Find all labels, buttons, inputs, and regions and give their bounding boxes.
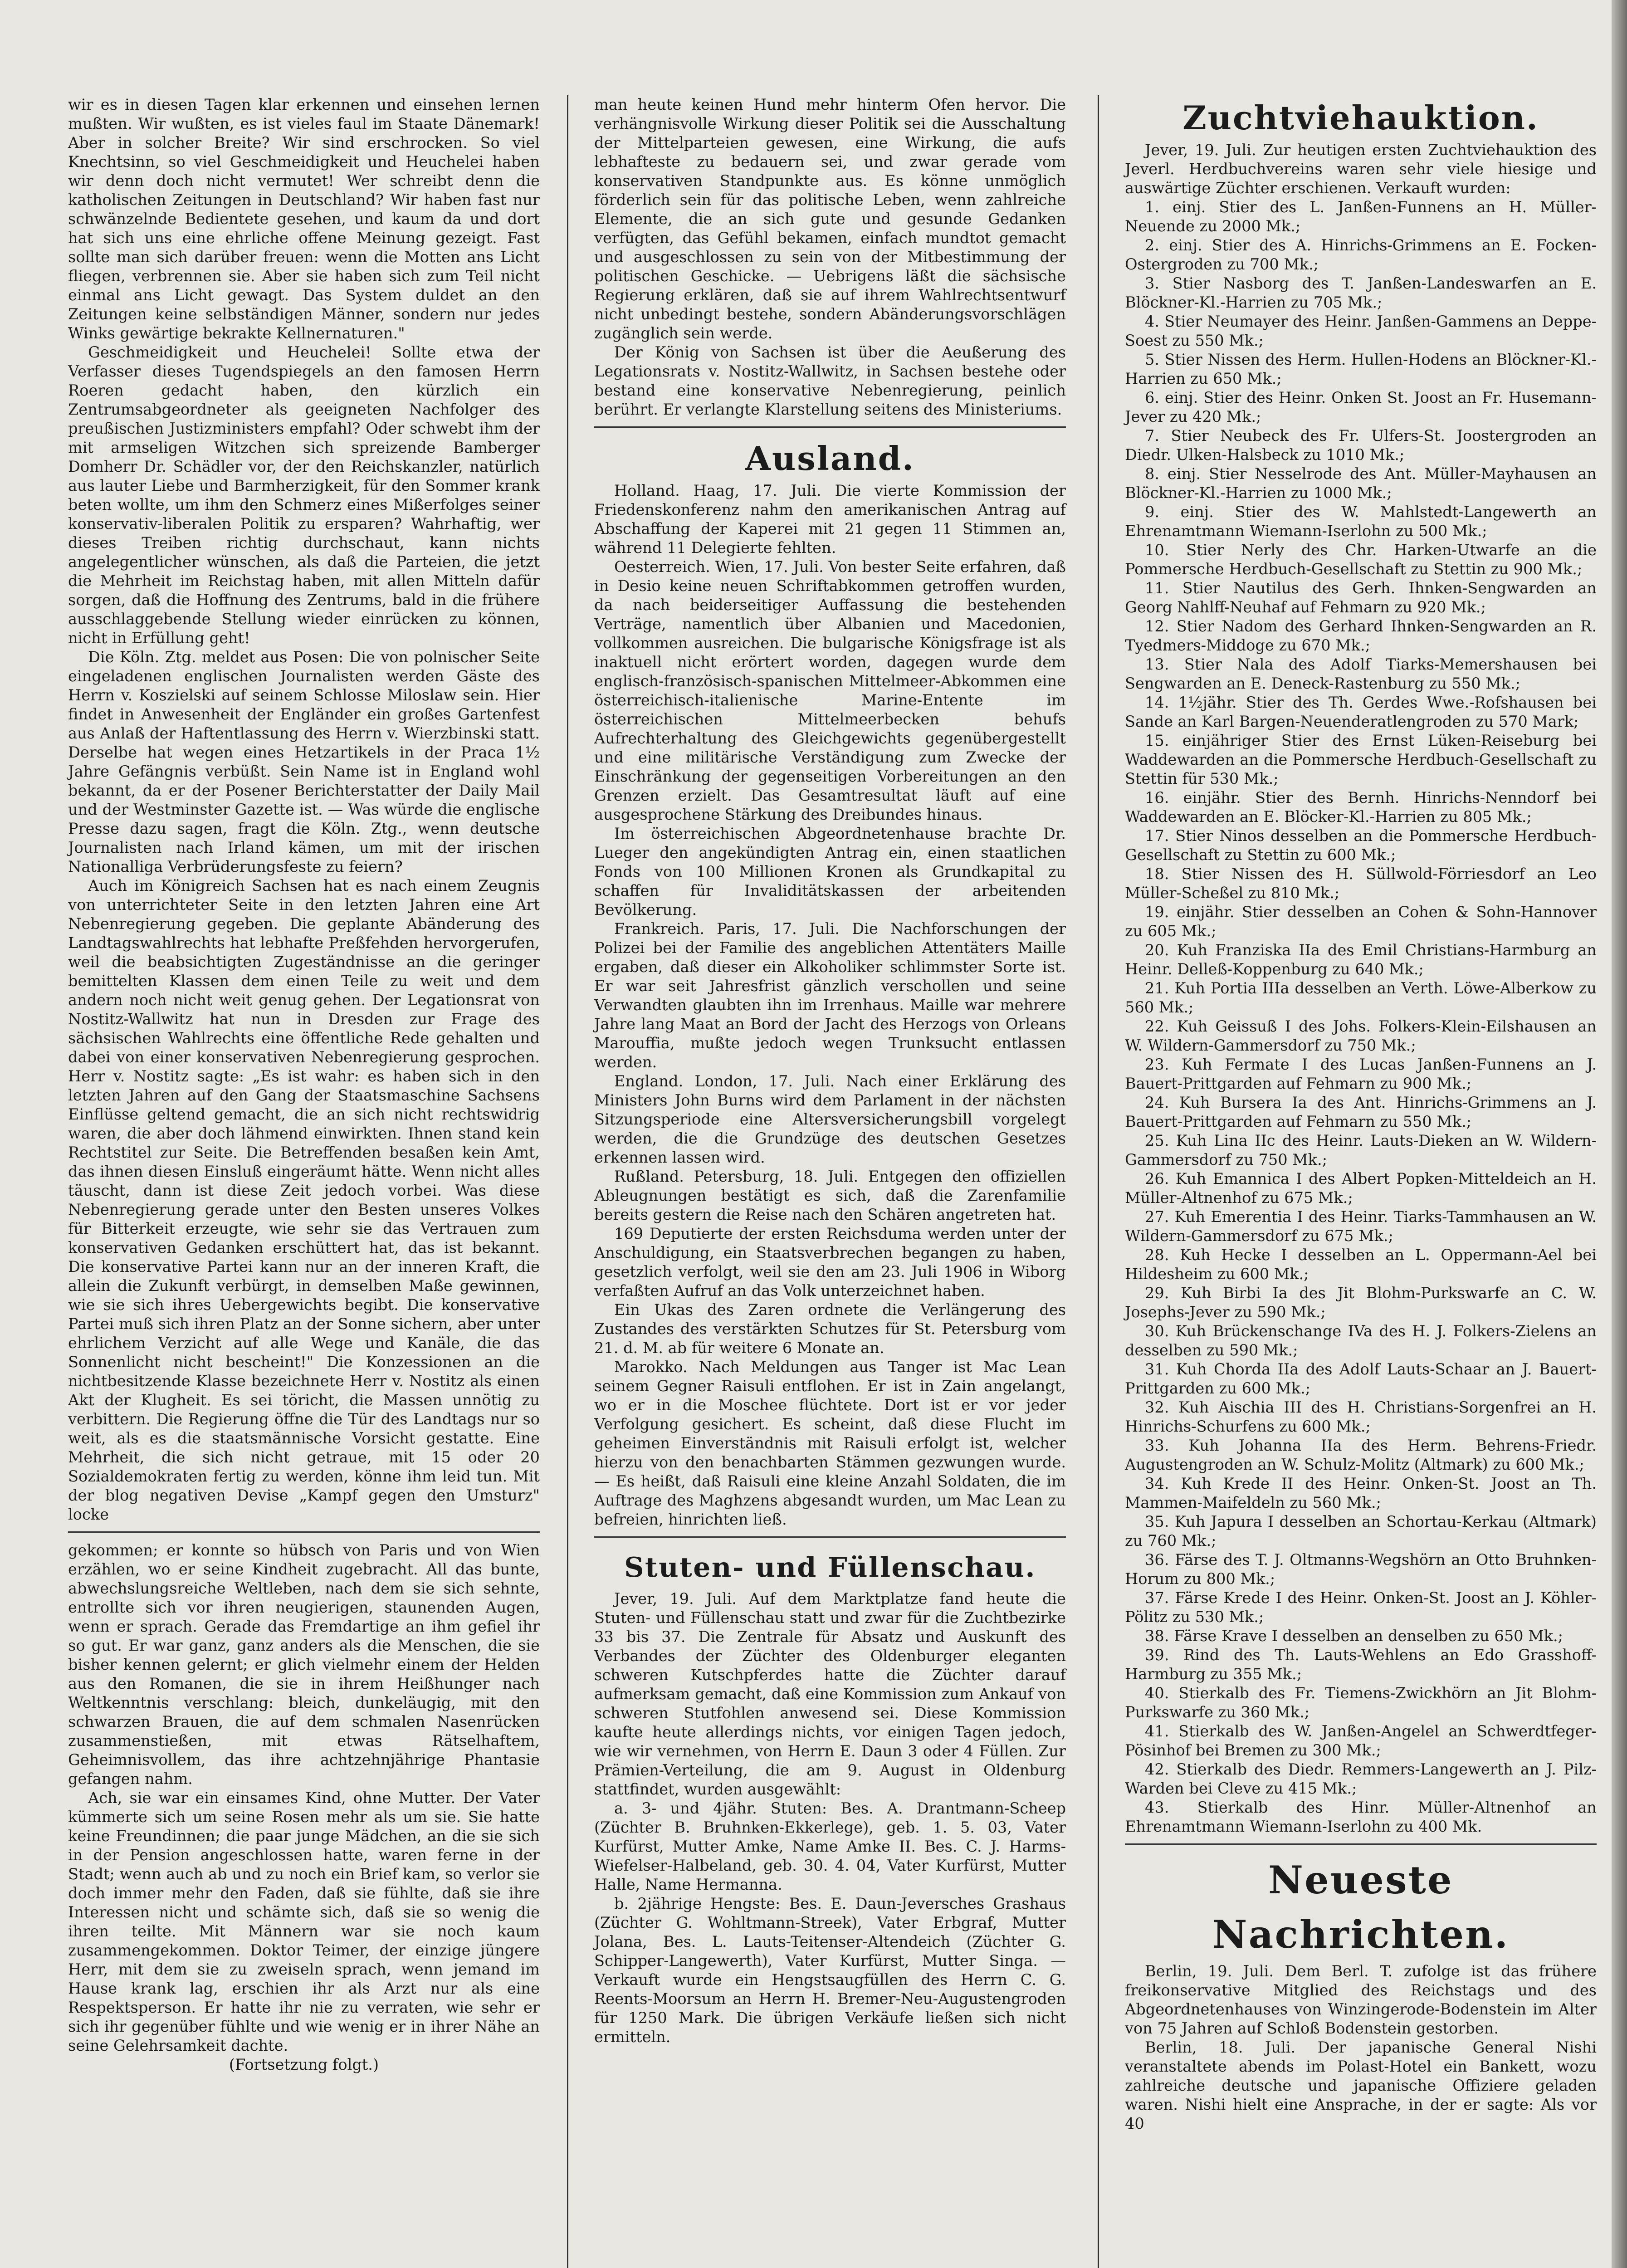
auction-item: 37. Färse Krede I des Heinr. Onken-St. Joost an J. Köhler-Pölitz zu 530 Mk.; [1125,1589,1597,1626]
news-item: Ein Ukas des Zaren ordnete die Verlängerung des Zustandes des verstärkten Schutzes für St. Petersburg vom 21. d. M. ab für weitere 6 Monate an. [594,1301,1066,1357]
feuilleton-paragraph: Ach, sie war ein einsames Kind, ohne Mutter. Der Vater kümmerte sich um seine Rosen mehr als um sie. Sie hatte keine Freundinnen; die paar junge Mädchen, an die sie sich in der Pension angeschlossen hatte, waren ferne in der Stadt; wenn auch ab und zu noch ein Brief kam, so verlor sie doch immer mehr den Faden, daß sie fühlte, daß sie ihre Interessen nicht und schämte sich, daß sie so wenig die ihren teilte. Mit Männern war sie noch kaum zusammengekommen. Doktor Teimer, der einzige jüngere Herr, mit dem sie zu zweiseln sprach, wenn jemand im Hause krank lag, erschien ihr als Arzt nur als eine Respektsperson. Er hatte ihr nie zu verraten, wie sehr er sich ihr gegenüber fühlte und wie wenig er in ihrer Nähe an seine Gelehrsamkeit dachte. [68,1789,540,2054]
auction-item: 13. Stier Nala des Adolf Tiarks-Memershausen bei Sengwarden an E. Deneck-Rastenburg zu 550 Mk.; [1125,655,1597,692]
continuation-note: (Fortsetzung folgt.) [229,2056,379,2073]
section-heading-neueste: Neueste Nachrichten. [1212,1857,1510,1957]
auction-item: 23. Kuh Fermate I des Lucas Janßen-Funnens an J. Bauert-Prittgarden auf Fehmarn zu 900 Mk.; [1125,1056,1597,1092]
auction-item: 5. Stier Nissen des Herm. Hullen-Hodens an Blöckner-Kl.-Harrien zu 650 Mk.; [1125,351,1597,387]
paragraph: Auch im Königreich Sachsen hat es nach einem Zeugnis von unterrichteter Seite in den letzten Jahren eine Art Nebenregierung gegeben. Die geplante Abänderung des Landtagswahlrechts hat lebhafte Preßfehden hervorgerufen, weil die beabsichtigten Zugeständnisse an die geringer bemittelten Klassen dem einen Teile zu weit und dem andern noch nicht weit genug gehen. Der Legationsrat von Nostitz-Wallwitz hat nun in Dresden zur Frage des sächsischen Wahlrechts eine öffentliche Rede gehalten und dabei von einer konservativen Nebenregierung gesprochen. Herr v. Nostitz sagte: „Es ist wahr: es haben sich in den letzten Jahren auf den Gang der Staatsmaschine Sachsens Einflüsse geltend gemacht, die an sich nicht rechtswidrig waren, die aber doch lähmend einwirkten. Ihnen stand kein Rechtstitel zur Seite. Die Betreffenden besaßen kein Amt, das ihnen diesen Einsluß eingeräumt hätte. Wenn nicht alles täuscht, dann ist diese Zeit jedoch vorbei. Was diese Nebenregierung gerade unter den Besten unseres Volkes für Bitterkeit erzeugte, wie sehr sie das Vertrauen zum konservativen Gedanken erschüttert hat, das ist bekannt. Die konservative Partei kann nur an der inneren Kraft, die allein die Zukunft verbürgt, in demselben Maße gewinnen, wie sie sich ihres Uebergewichts begibt. Die konservative Partei muß sich ihren Platz an der Sonne sichern, aber unter ehrlichem Verzicht auf alle Wege und Kanäle, die das Sonnenlicht nicht bescheint!" Die Konzessionen an die nichtbesitzende Klasse bezeichnete Herr v. Nostitz als einen Akt der Klugheit. Es sei töricht, die Massen unnötig zu verbittern. Die Regierung öffne die Tür des Landtags nur so weit, als es die staatsmännische Vorsicht gestatte. Eine Mehrheit, die sich nicht getraue, mit 15 oder 20 Sozialdemokraten fertig zu werden, könne ihm leid tun. Mit der blog negativen Devise „Kampf gegen den Umsturz" locke [68,877,540,1523]
auction-item: 16. einjähr. Stier des Bernh. Hinrichs-Nenndorf bei Waddewarden an E. Blöcker-Kl.-Harrien zu 805 Mk.; [1125,789,1597,826]
auction-item: 34. Kuh Krede II des Heinr. Onken-St. Joost an Th. Mammen-Maifeldeln zu 560 Mk.; [1125,1475,1597,1511]
section-rule [68,1531,540,1533]
auction-item: 28. Kuh Hecke I desselben an L. Oppermann-Ael bei Hildesheim zu 600 Mk.; [1125,1246,1597,1283]
column-rule [567,95,568,2268]
auction-item: 9. einj. Stier des W. Mahlstedt-Langewerth an Ehrenamtmann Wiemann-Iserlohn zu 500 Mk.; [1125,503,1597,540]
news-item: Berlin, 18. Juli. Der japanische General Nishi veranstaltete abends im Polast-Hotel ein Bankett, wozu zahlreiche deutsche und japanische Offiziere geladen waren. Nishi hielt eine Ansprache, in der er sagte: Als vor 40 [1125,2038,1597,2132]
auction-item: 6. einj. Stier des Heinr. Onken St. Joost an Fr. Husemann-Jever zu 420 Mk.; [1125,389,1597,425]
auction-intro: Jever, 19. Juli. Zur heutigen ersten Zuchtviehauktion des Jeverl. Herdbuchvereins waren sehr viele hiesige und auswärtige Züchter erschienen. Verkauft wurden: [1125,141,1597,197]
auction-item: 33. Kuh Johanna IIa des Herm. Behrens-Friedr. Augustengroden an W. Schulz-Molitz (Altmark) zu 600 Mk.; [1125,1437,1597,1473]
section-heading-zuchtvieh: Zuchtviehauktion. [1182,98,1539,137]
auction-item: 20. Kuh Franziska IIa des Emil Christians-Harmburg an Heinr. Delleß-Koppenburg zu 640 Mk.; [1125,941,1597,978]
section-rule [1125,1843,1597,1845]
auction-item: 42. Stierkalb des Diedr. Remmers-Langewerth an J. Pilz-Warden bei Cleve zu 415 Mk.; [1125,1760,1597,1797]
section-rule [594,426,1066,428]
auction-item: 2. einj. Stier des A. Hinrichs-Grimmens an E. Focken-Ostergroden zu 700 Mk.; [1125,236,1597,273]
auction-item: 3. Stier Nasborg des T. Janßen-Landeswarfen an E. Blöckner-Kl.-Harrien zu 705 Mk.; [1125,274,1597,311]
auction-item: 27. Kuh Emerentia I des Heinr. Tiarks-Tammhausen an W. Wildern-Gammersdorf zu 675 Mk.; [1125,1208,1597,1245]
news-item: Berlin, 19. Juli. Dem Berl. T. zufolge ist das frühere freikonservative Mitglied des Reichstags und des Abgeordnetenhauses von Winzingerode-Bodenstein im Alter von 75 Jahren auf Schloß Bodenstein gestorben. [1125,1962,1597,2037]
binding-edge [1612,0,1627,2268]
news-item: b. 2jährige Hengste: Bes. E. Daun-Jeversches Grashaus (Züchter G. Wohltmann-Streek), Vater Erbgraf, Mutter Jolana, Bes. L. Lauts-Teitenser-Altendeich (Züchter G. Schipper-Langewerth), Vater Kurfürst, Mutter Singa. — Verkauft wurde ein Hengstsaugfüllen des Herrn C. G. Reents-Moorsum an Herrn H. Bremer-Neu-Augustengroden für 1250 Mark. Die übrigen Verkäufe ließen sich nicht ermitteln. [594,1895,1066,2046]
auction-list [1125,198,1597,1836]
auction-item: 38. Färse Krave I desselben an denselben zu 650 Mk.; [1145,1627,1563,1645]
news-item: Jever, 19. Juli. Auf dem Marktplatze fand heute die Stuten- und Füllenschau statt und zwar für die Zuchtbezirke 33 bis 37. Die Zentrale für Absatz und Auskunft des Verbandes der Züchter des Oldenburger eleganten schweren Kutschpferdes hatte die Züchter darauf aufmerksam gemacht, daß eine Kommission zum Ankauf von schweren Stutfohlen anwesend sei. Diese Kommission kaufte heute allerdings nichts, vor einigen Tagen jedoch, wie wir vernehmen, von Herrn E. Daun 3 oder 4 Füllen. Zur Prämien-Verteilung, die am 9. August in Oldenburg stattfindet, wurden ausgewählt: [594,1590,1066,1798]
auction-item: 4. Stier Neumayer des Heinr. Janßen-Gammens an Deppe-Soest zu 550 Mk.; [1125,313,1597,349]
auction-item: 24. Kuh Bursera Ia des Ant. Hinrichs-Grimmens an J. Bauert-Prittgarden auf Fehmarn zu 550 Mk.; [1125,1094,1597,1130]
news-item: England. London, 17. Juli. Nach einer Erklärung des Ministers John Burns wird dem Parlament in der nächsten Sitzungsperiode eine Altersversicherungsbill vorgelegt werden, die die Grundzüge des deutschen Gesetzes erkennen lassen wird. [594,1072,1066,1166]
paragraph: wir es in diesen Tagen klar erkennen und einsehen lernen mußten. Wir wußten, es ist vieles faul im Staate Dänemark! Aber in solcher Breite? Wir sind erschrocken. So viel Knechtsinn, so viel Geschmeidigkeit und Heuchelei haben wir denn doch nicht vermutet! Wer schreibt denn die katholischen Zeitungen in Deutschland? Wir haben fast nur schwänzelnde Bedientete gesehen, und kaum da und dort hat sich uns eine ehrliche offene Meinung gezeigt. Fast sollte man sich darüber freuen: wenn die Motten ans Licht fliegen, verbrennen sie. Aber sie haben sich zum Teil nicht einmal ans Licht gewagt. Das System duldet an den Zeitungen keine selbständigen Männer, sondern nur jedes Winks gewärtige bekrakte Kellnernaturen." [68,96,540,342]
news-item: Marokko. Nach Meldungen aus Tanger ist Mac Lean seinem Gegner Raisuli entflohen. Er ist in Zain angelangt, wo er in die Moschee flüchtete. Dort ist er vor jeder Verfolgung gesichert. Es scheint, daß diese Flucht im geheimen Einverständnis mit Raisuli erfolgt ist, welcher hierzu von den benachbarten Stämmen gezwungen wurde. — Es heißt, daß Raisuli eine kleine Anzahl Soldaten, die im Auftrage des Maghzens abgesandt wurden, um Mac Lean zu befreien, hinrichten ließ. [594,1358,1066,1528]
auction-item: 39. Rind des Th. Lauts-Wehlens an Edo Grasshoff-Harmburg zu 355 Mk.; [1125,1646,1597,1683]
news-item: a. 3- und 4jähr. Stuten: Bes. A. Drantmann-Scheep (Züchter B. Bruhnken-Ekkerlege), geb. 1. 5. 03, Vater Kurfürst, Mutter Amke, Name Amke II. Bes. C. J. Harms-Wiefelser-Halbeland, geb. 30. 4. 04, Vater Kurfürst, Mutter Halle, Name Hermanna. [594,1799,1066,1893]
auction-item: 11. Stier Nautilus des Gerh. Ihnken-Sengwarden an Georg Nahlff-Neuhaf auf Fehmarn zu 920 Mk.; [1125,579,1597,616]
auction-item: 10. Stier Nerly des Chr. Harken-Utwarfe an die Pommersche Herdbuch-Gesellschaft zu Stettin zu 900 Mk.; [1125,541,1597,578]
news-item: Oesterreich. Wien, 17. Juli. Von bester Seite erfahren, daß in Desio keine neuen Schriftabkommen getroffen wurden, da nach beiderseitiger Auffassung die bestehenden Verträge, namentlich über Albanien und Macedonien, vollkommen ausreichen. Die bulgarische Königsfrage ist als inaktuell nicht erörtert worden, dagegen wurde dem englisch-französisch-spanischen Mittelmeer-Abkommen eine österreichisch-italienische Marine-Entente im österreichischen Mittelmeerbecken behufs Aufrechterhaltung des Gleichgewichts gegenübergestellt und eine militärische Verständigung zum Zwecke der Einschränkung der gegenseitigen Vorbereitungen an den Grenzen erzielt. Das Gesamtresultat läuft auf eine ausgesprochene Stärkung des Dreibundes hinaus. [594,558,1066,823]
section-rule [594,1536,1066,1538]
column-2 [594,95,1066,2047]
news-item: Im österreichischen Abgeordnetenhause brachte Dr. Lueger den angekündigten Antrag ein, einen staatlichen Fonds von 100 Millionen Kronen als Grundkapital zu schaffen für Invaliditätskassen der arbeitenden Bevölkerung. [594,825,1066,919]
news-item: Holland. Haag, 17. Juli. Die vierte Kommission der Friedenskonferenz nahm den amerikanischen Antrag auf Abschaffung der Kaperei mit 21 gegen 11 Stimmen an, während 11 Delegierte fehlten. [594,482,1066,557]
auction-item: 21. Kuh Portia IIIa desselben an Verth. Löwe-Alberkow zu 560 Mk.; [1125,979,1597,1016]
auction-item: 30. Kuh Brückenschange IVa des H. J. Folkers-Zielens an desselben zu 590 Mk.; [1125,1322,1597,1359]
auction-item: 31. Kuh Chorda IIa des Adolf Lauts-Schaar an J. Bauert-Prittgarden zu 600 Mk.; [1125,1360,1597,1397]
column-3 [1125,95,1597,2133]
auction-item: 32. Kuh Aischia III des H. Christians-Sorgenfrei an H. Hinrichs-Schurfens zu 600 Mk.; [1125,1398,1597,1435]
auction-item: 1. einj. Stier des L. Janßen-Funnens an H. Müller-Neuende zu 2000 Mk.; [1125,198,1597,235]
auction-item: 25. Kuh Lina IIc des Heinr. Lauts-Dieken an W. Wildern-Gammersdorf zu 750 Mk.; [1125,1132,1597,1168]
auction-item: 8. einj. Stier Nesselrode des Ant. Müller-Mayhausen an Blöckner-Kl.-Harrien zu 1000 Mk.; [1125,465,1597,502]
auction-item: 18. Stier Nissen des H. Süllwold-Förriesdorf an Leo Müller-Scheßel zu 810 Mk.; [1125,865,1597,902]
auction-item: 19. einjähr. Stier desselben an Cohen & Sohn-Hannover zu 605 Mk.; [1125,903,1597,940]
feuilleton-paragraph: gekommen; er konnte so hübsch von Paris und von Wien erzählen, wo er seine Kindheit zugebracht. All das bunte, abwechslungsreiche Weltleben, nach dem sie sich sehnte, entrollte sich vor ihren neugierigen, staunenden Augen, wenn er sprach. Gerade das Fremdartige an ihm gefiel ihr so gut. Er war ganz, ganz anders als die Menschen, die sie bisher kennen gelernt; er glich vielmehr einem der Helden aus den Romanen, die sie in ihrem Heißhunger nach Weltkenntnis verschlang: bleich, dunkeläugig, mit den schwarzen Brauen, die auf dem schmalen Nasenrücken zusammenstießen, mit etwas Rätselhaftem, Geheimnisvollem, das ihre achtzehnjährige Phantasie gefangen nahm. [68,1541,540,1788]
auction-item: 43. Stierkalb des Hinr. Müller-Altnenhof an Ehrenamtmann Wiemann-Iserlohn zu 400 Mk. [1125,1799,1597,1835]
auction-item: 17. Stier Ninos desselben an die Pommersche Herdbuch-Gesellschaft zu Stettin zu 600 Mk.; [1125,827,1597,864]
auction-item: 14. 1½jähr. Stier des Th. Gerdes Wwe.-Rofshausen bei Sande an Karl Bargen-Neuenderatlengroden zu 570 Mark; [1125,694,1597,730]
news-item: Frankreich. Paris, 17. Juli. Die Nachforschungen der Polizei bei der Familie des angeblichen Attentäters Maille ergaben, daß dieser ein Alkoholiker schlimmster Sorte ist. Er war seit Jahresfrist gänzlich verschollen und seine Verwandten glaubten ihn im Irrenhaus. Maille war mehrere Jahre lang Maat an Bord der Jacht des Herzogs von Orleans Marouffia, mußte jedoch wegen Trunksucht entlassen werden. [594,920,1066,1071]
auction-item: 12. Stier Nadom des Gerhard Ihnken-Sengwarden an R. Tyedmers-Middoge zu 670 Mk.; [1125,617,1597,654]
auction-item: 29. Kuh Birbi Ia des Jit Blohm-Purkswarfe an C. W. Josephs-Jever zu 590 Mk.; [1125,1284,1597,1321]
auction-item: 7. Stier Neubeck des Fr. Ulfers-St. Joostergroden an Diedr. Ulken-Halsbeck zu 1010 Mk.; [1125,427,1597,464]
paragraph: Geschmeidigkeit und Heuchelei! Sollte etwa der Verfasser dieses Tugendspiegels an den famosen Herrn Roeren gedacht haben, den kürzlich ein Zentrumsabgeordneter als geeigneten Nachfolger des preußischen Justizministers empfahl? Oder schwebt ihm der mit armseligen Witzchen sich spreizende Bamberger Domherr Dr. Schädler vor, der den Reichskanzler, natürlich aus lauter Liebe und Barmherzigkeit, für den Sommer krank beten wollte, um ihm den Schmerz eines Mißerfolges seiner konservativ-liberalen Politik zu ersparen? Wahrhaftig, wer dieses Treiben richtig durchschaut, kann nichts angelegentlicher wünschen, als daß die Parteien, die jetzt die Mehrheit im Reichstag haben, mit allen Mitteln dafür sorgen, daß die Hoffnung des Zentrums, bald in die frühere ausschlaggebende Stellung wieder einrücken zu können, nicht in Erfüllung geht! [68,343,540,647]
auction-item: 35. Kuh Japura I desselben an Schortau-Kerkau (Altmark) zu 760 Mk.; [1125,1513,1597,1549]
paragraph: Die Köln. Ztg. meldet aus Posen: Die von polnischer Seite eingeladenen englischen Journalisten werden Gäste des Herrn v. Koszielski auf seinem Schlosse Miloslaw sein. Hier findet in Anwesenheit der Engländer ein großes Gartenfest aus Anlaß der Haftentlassung des Herrn v. Wierzbinski statt. Derselbe hat wegen eines Hetzartikels in der Praca 1½ Jahre Gefängnis verbüßt. Sein Name ist in England wohl bekannt, da er der Posener Berichterstatter der Daily Mail und der Westminster Gazette ist. — Was würde die englische Presse dazu sagen, fragt die Köln. Ztg., wenn deutsche Journalisten nach Irland kämen, um mit der irischen Nationalliga Verbrüderungsfeste zu feiern? [68,648,540,875]
auction-item: 15. einjähriger Stier des Ernst Lüken-Reiseburg bei Waddewarden an die Pommersche Herdbuch-Gesellschaft zu Stettin für 530 Mk.; [1125,732,1597,787]
auction-item: 36. Färse des T. J. Oltmanns-Wegshörn an Otto Bruhnken-Horum zu 800 Mk.; [1125,1551,1597,1588]
newspaper-page [68,68,1597,2268]
section-heading-stuten: Stuten- und Füllenschau. [624,1552,1036,1584]
news-item: 169 Deputierte der ersten Reichsduma werden unter der Anschuldigung, ein Staatsverbrechen begangen zu haben, gesetzlich verfolgt, weil sie den am 23. Juli 1906 in Wiborg verfaßten Aufruf an das Volk unterzeichnet haben. [594,1225,1066,1300]
section-heading-ausland: Ausland. [745,439,915,478]
column-1 [68,95,540,2074]
news-item: Rußland. Petersburg, 18. Juli. Entgegen den offiziellen Ableugnungen bestätigt es sich, daß die Zarenfamilie bereits gestern die Reise nach den Schären angetreten hat. [594,1168,1066,1223]
paragraph: man heute keinen Hund mehr hinterm Ofen hervor. Die verhängnisvolle Wirkung dieser Politik sei die Ausschaltung der Mittelparteien gewesen, eine Wirkung, die aufs lebhafteste zu bedauern sei, und zwar gerade vom konservativen Standpunkte aus. Es könne unmöglich förderlich sein für das politische Leben, wenn zahlreiche Elemente, die an sich gute und gesunde Gedanken verfügten, das Gefühl bekamen, einfach mundtot gemacht und ausgeschlossen zu sein von der Mitbestimmung der politischen Geschicke. — Uebrigens läßt die sächsische Regierung erklären, daß sie auf ihrem Wahlrechtsentwurf nicht unbedingt bestehe, sondern Abänderungsvorschlägen zugänglich sein werde. [594,96,1066,342]
auction-item: 40. Stierkalb des Fr. Tiemens-Zwickhörn an Jit Blohm-Purkswarfe zu 360 Mk.; [1125,1684,1597,1721]
auction-item: 26. Kuh Emannica I des Albert Popken-Mitteldeich an H. Müller-Altnenhof zu 675 Mk.; [1125,1170,1597,1207]
paragraph: Der König von Sachsen ist über die Aeußerung des Legationsrats v. Nostitz-Wallwitz, in Sachsen bestehe oder bestand eine konservative Nebenregierung, peinlich berührt. Er verlangte Klarstellung seitens des Ministeriums. [594,343,1066,418]
auction-item: 41. Stierkalb des W. Janßen-Angelel an Schwerdtfeger-Pösinhof bei Bremen zu 300 Mk.; [1125,1722,1597,1759]
column-rule [1098,95,1099,2268]
auction-item: 22. Kuh Geissuß I des Johs. Folkers-Klein-Eilshausen an W. Wildern-Gammersdorf zu 750 Mk.; [1125,1017,1597,1054]
